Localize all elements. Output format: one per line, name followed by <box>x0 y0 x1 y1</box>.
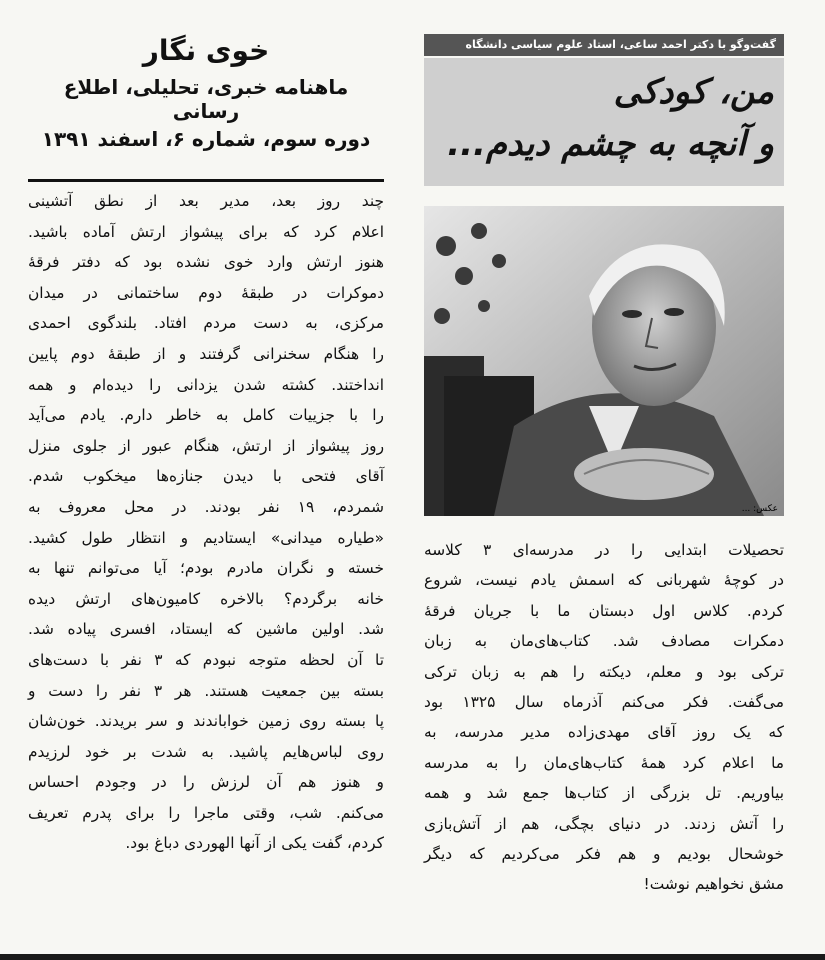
article-line: آقای فتحی با دیدن جنازه‌ها میخکوب شدم. <box>28 467 384 486</box>
article-line: ترکی بود و معلم، دیکته را هم به زبان ترکی <box>424 662 784 681</box>
article-line: پا بسته روی زمین خواباندند و سر بریدند. خون‌شان <box>28 712 384 731</box>
article-line: کردم. کلاس اول دبستان ما با جریان فرقهٔ <box>424 601 784 620</box>
headline-line-1: من، کودکی <box>613 72 774 112</box>
article-line: خسته و نگران مادرم بودم؛ آیا می‌توانم تنها به <box>28 559 384 578</box>
article-line: می‌کنم. شب، وقتی ماجرا را برای پدرم تعریف <box>28 803 384 822</box>
article-line: روی لباس‌هایم پاشید. به شدت بر خود لرزیدم <box>28 742 384 761</box>
article-line: و هنوز هم آن لرزش را در وجودم احساس <box>28 773 384 792</box>
article-line: شمردم، ۱۹ نفر بودند. در محل معروف به <box>28 497 385 516</box>
article-line: دمکرات مصادف شد. کتاب‌های‌مان به زبان <box>424 632 784 651</box>
masthead <box>28 34 384 151</box>
article-line: «طیاره میدانی» ایستادیم و انتظار طول کشید. <box>28 528 384 547</box>
article-line: خانه برگردم؟ بالاخره کامیون‌های ارتش دیده <box>28 589 384 608</box>
photo-credit: عکس: ... <box>741 504 778 514</box>
article-line: کردم، گفت یکی از آنها الهوردی دباغ بود. <box>125 834 384 853</box>
article-line: خوشحال بودیم و هم فکر می‌کردیم که دیگر <box>424 845 784 864</box>
article-line: را با جزییات کامل به خاطر دارم. یادم می‌آید <box>28 406 384 425</box>
article-column-right <box>424 535 784 945</box>
article-line: تحصیلات ابتدایی را در مدرسه‌ای ۳ کلاسه <box>424 541 784 559</box>
article-line: مرکزی، به دست مردم افتاد. بلندگوی احمدی <box>28 314 384 333</box>
portrait-illustration <box>424 206 784 516</box>
interview-caption: گفت‌وگو با دکتر احمد ساعی، استاد علوم سیاسی دانشگاه <box>424 34 784 56</box>
magazine-description: ماهنامه خبری، تحلیلی، اطلاع رسانی <box>63 75 349 123</box>
article-line: انداختند. کشته شدن یزدانی را دیده‌ام و همه <box>28 375 384 394</box>
portrait-photo <box>424 206 784 516</box>
magazine-issue: دوره سوم، شماره ۶، اسفند ۱۳۹۱ <box>41 127 371 151</box>
article-line: می‌گفت. فکر می‌کنم آذرماه سال ۱۳۲۵ بود <box>424 693 784 712</box>
article-line: مشق نخواهیم نوشت! <box>643 875 784 894</box>
article-line: شد. اولین ماشین که ایستاد، افسری پیاده شد. <box>28 620 384 639</box>
article-line: تا آن لحظه متوجه نبودم که ۳ نفر با دست‌های <box>28 650 384 669</box>
article-line: ما اعلام کرد همهٔ کتاب‌های‌مان را به مدرسه <box>424 753 784 772</box>
article-line: بسته بین جمعیت هستند. هر ۳ نفر را دست و <box>28 681 384 700</box>
article-column-left <box>28 186 384 941</box>
masthead-divider <box>28 179 384 182</box>
headline-line-2: و آنچه به چشم دیدم... <box>447 124 774 164</box>
article-line: که یک روز آقای مهدی‌زاده مدیر مدرسه، به <box>424 723 784 742</box>
magazine-title: خوی نگار <box>142 34 270 67</box>
article-line: بیاوریم. تل بزرگی از کتاب‌ها جمع شد و همه <box>424 784 784 803</box>
article-line: را آتش زدند. در دنیای بچگی، هم از آتش‌بازی <box>424 814 784 833</box>
page-bottom-edge <box>0 954 825 960</box>
article-line: در کوچهٔ شهربانی که اسمش یادم نیست، شروع <box>424 571 784 590</box>
article-line: روز پیشواز از ارتش، هنگام عبور از جلوی منزل <box>28 436 384 455</box>
article-line: دموکرات در طبقهٔ دوم ساختمانی در میدان <box>28 283 384 302</box>
article-line: چند روز بعد، مدیر بعد از نطق آتشینی <box>28 192 384 210</box>
headline-box <box>424 58 784 186</box>
article-line: را هنگام سخنرانی گرفتند و از طبقهٔ دوم پایین <box>28 344 384 363</box>
article-line: هنوز ارتش وارد خوی نشده بود که دفتر فرقهٔ <box>28 253 384 272</box>
article-line: اعلام کرد که برای پیشواز ارتش آماده باشید. <box>28 222 384 241</box>
